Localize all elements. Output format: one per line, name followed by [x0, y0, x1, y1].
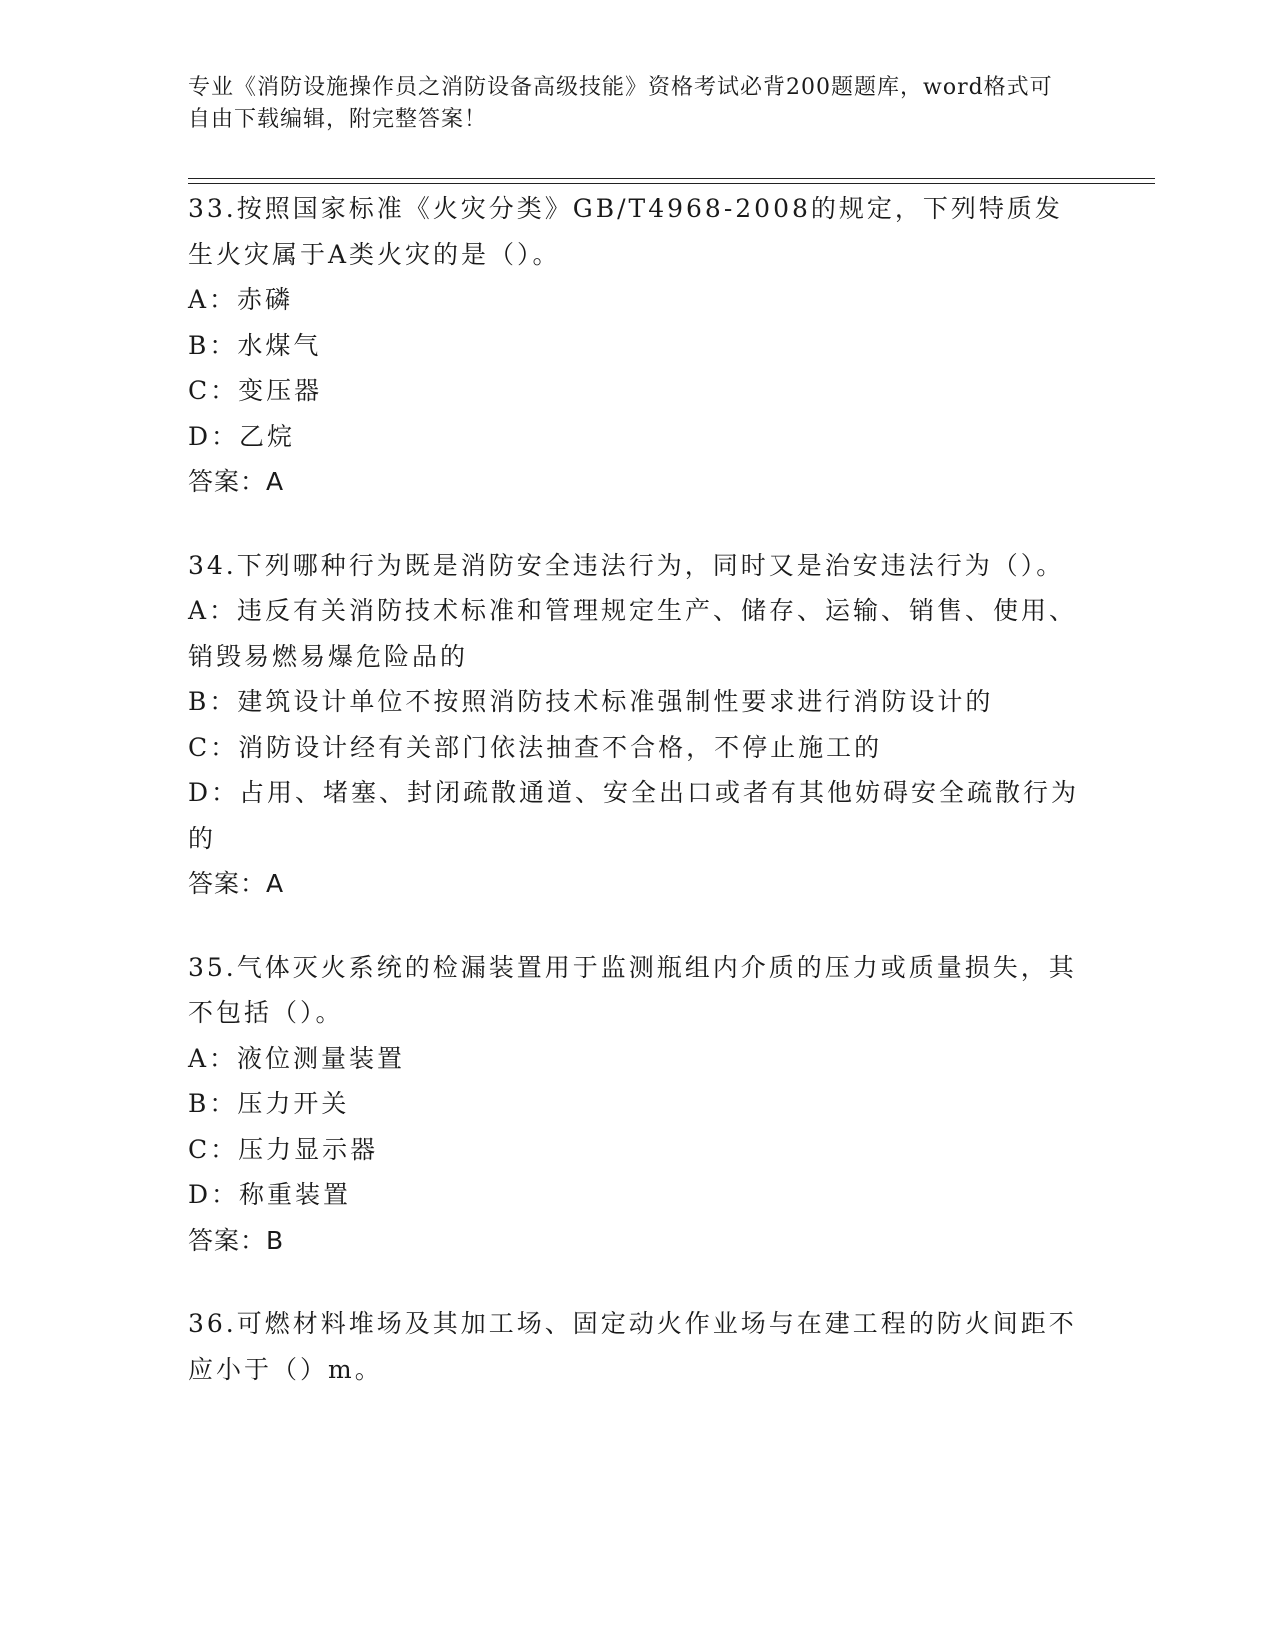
header-divider-line	[188, 178, 1155, 179]
option-a: A：赤磷	[188, 285, 294, 314]
option-c: C：消防设计经有关部门依法抽查不合格，不停止施工的	[188, 732, 883, 762]
question-text: 34.下列哪种行为既是消防安全违法行为，同时又是治安违法行为（）。	[188, 550, 1065, 580]
answer: 答案：A	[188, 869, 285, 898]
answer: 答案：B	[188, 1225, 285, 1255]
question-text: 33.按照国家标准《火灾分类》GB/T4968-2008的规定，下列特质发生火灾属于A类火灾的是（）。	[188, 194, 1063, 269]
option-a: A：违反有关消防技术标准和管理规定生产、储存、运输、销售、使用、销毁易燃易爆危险品的	[188, 596, 1078, 671]
option-c: C：压力显示器	[188, 1134, 379, 1164]
question-34	[188, 543, 1088, 907]
option-d: D：称重装置	[188, 1180, 352, 1209]
document-header: 专业《消防设施操作员之消防设备高级技能》资格考试必背200题题库，word格式可自由下载编辑，附完整答案！	[188, 75, 1053, 132]
question-33	[188, 186, 1088, 505]
option-c: C：变压器	[188, 376, 323, 405]
option-b: B：压力开关	[188, 1089, 350, 1118]
header-divider-line-secondary	[188, 183, 1155, 184]
option-b: B：建筑设计单位不按照消防技术标准强制性要求进行消防设计的	[188, 687, 994, 716]
option-d: D：占用、堵塞、封闭疏散通道、安全出口或者有其他妨碍安全疏散行为的	[188, 778, 1080, 853]
option-a: A：液位测量装置	[188, 1043, 406, 1073]
question-list	[188, 186, 1088, 1430]
option-b: B：水煤气	[188, 330, 322, 360]
question-text: 36.可燃材料堆场及其加工场、固定动火作业场与在建工程的防火间距不应小于（）m。	[188, 1309, 1077, 1384]
answer: 答案：A	[188, 467, 285, 496]
question-text: 35.气体灭火系统的检漏装置用于监测瓶组内介质的压力或质量损失，其不包括（）。	[188, 952, 1077, 1027]
option-d: D：乙烷	[188, 421, 296, 451]
question-36	[188, 1301, 1088, 1392]
question-35	[188, 945, 1088, 1264]
